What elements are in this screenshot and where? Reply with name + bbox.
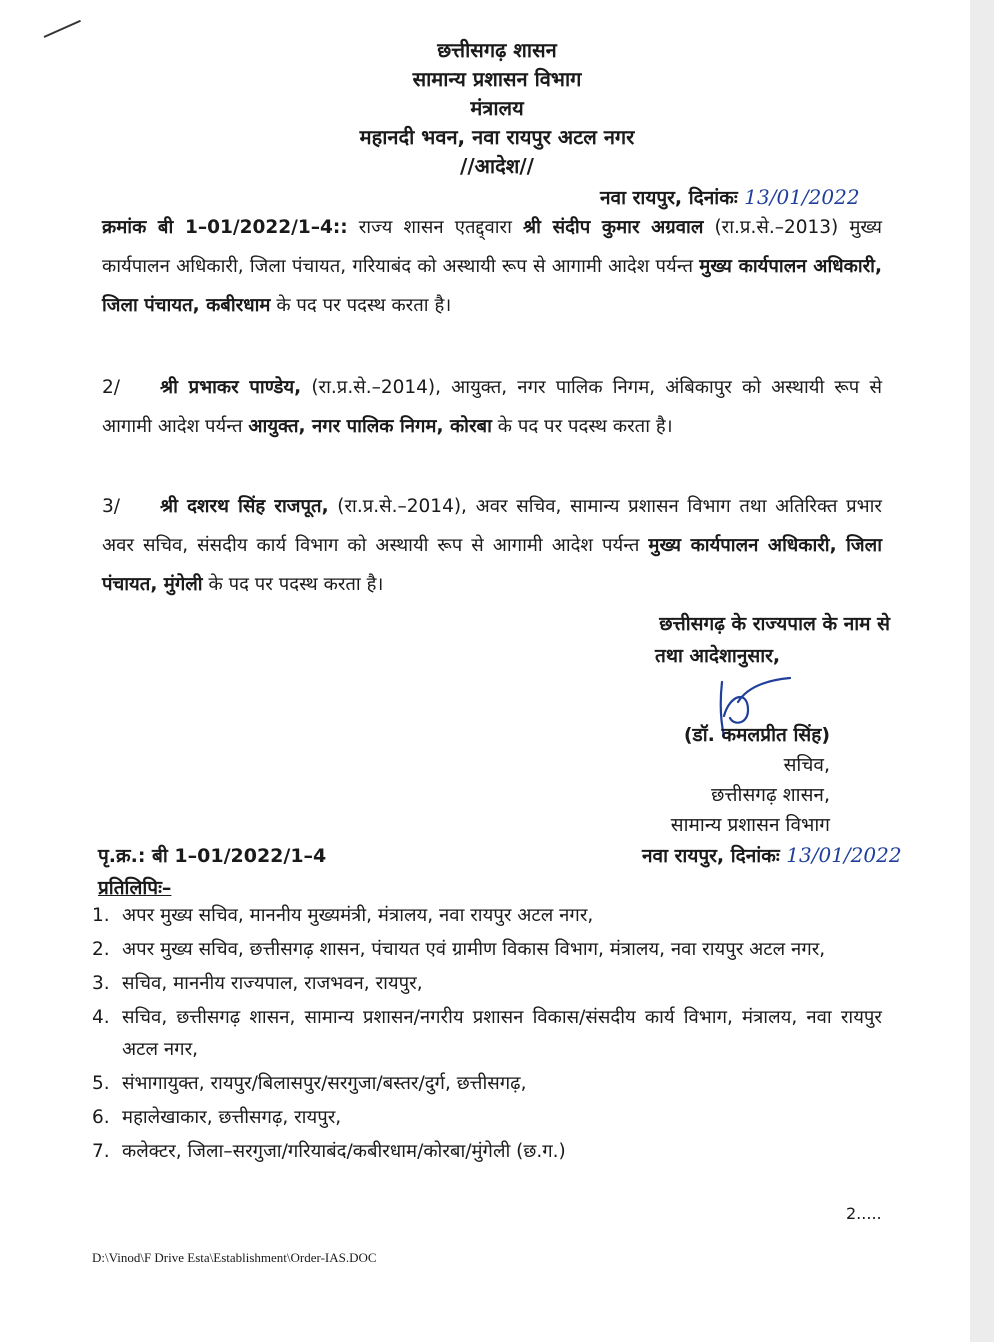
signatory-block: [560, 720, 830, 840]
endorsement-ref: पृ.क्र.: बी 1–01/2022/1–4: [98, 845, 327, 867]
scan-edge: [970, 0, 994, 1342]
endorsement-date-label: नवा रायपुर, दिनांकः: [642, 845, 780, 867]
endorsement-dateline: [642, 842, 902, 868]
office-address: महानदी भवन, नवा रायपुर अटल नगर: [359, 125, 635, 149]
govt-name: छत्तीसगढ़ शासन: [437, 38, 557, 62]
list-item-text: कलेक्टर, जिला–सरगुजा/गरियाबंद/कबीरधाम/कोरबा/मुंगेली (छ.ग.): [122, 1141, 566, 1162]
officer-name-1: श्री संदीप कुमार अग्रवाल: [523, 217, 704, 238]
new-post-2: आयुक्त, नगर पालिक निगम, कोरबा: [248, 416, 492, 437]
order-number: क्रमांक बी 1–01/2022/1–4::: [102, 217, 348, 238]
list-item-number: 3.: [92, 973, 110, 994]
document-type: //आदेश//: [460, 154, 534, 178]
list-item-text: संभागायुक्त, रायपुर/बिलासपुर/सरगुजा/बस्तर/दुर्ग, छत्तीसगढ़,: [122, 1073, 527, 1094]
endorsement-line: [98, 842, 958, 868]
endorsement-handwritten-date: 13/01/2022: [786, 843, 902, 867]
next-page-indicator: 2.....: [846, 1204, 882, 1223]
signatory-org-2: सामान्य प्रशासन विभाग: [670, 814, 830, 836]
list-item-number: 6.: [92, 1107, 110, 1128]
letterhead: [0, 36, 994, 181]
copies-heading: प्रतिलिपिः–: [98, 877, 172, 899]
list-item-number: 5.: [92, 1073, 110, 1094]
p2-text: (रा.प्र.से.–2014), आयुक्त, नगर पालिक निगम, अंबिकापुर को अस्थायी रूप से आगामी आदेश पर्यन्त: [102, 377, 882, 437]
list-item-text: सचिव, माननीय राज्यपाल, राजभवन, रायपुर,: [122, 973, 423, 994]
list-item: [92, 968, 882, 1000]
list-item-number: 4.: [92, 1007, 110, 1028]
list-item: [92, 934, 882, 966]
p2-text-2: के पद पर पदस्थ करता है।: [491, 416, 673, 437]
order-paragraph-1: [102, 208, 882, 325]
list-item-number: 2.: [92, 939, 110, 960]
new-post-3: मुख्य कार्यपालन अधिकारी, जिला पंचायत, मुंगेली: [102, 535, 882, 595]
p3-text-2: के पद पर पदस्थ करता है।: [202, 574, 384, 595]
signatory-name: (डॉ. कमलप्रीत सिंह): [683, 724, 830, 746]
list-item-text: महालेखाकार, छत्तीसगढ़, रायपुर,: [122, 1107, 342, 1128]
secretariat-name: मंत्रालय: [470, 96, 524, 120]
handwritten-date: 13/01/2022: [744, 185, 860, 209]
department-name: सामान्य प्रशासन विभाग: [412, 67, 582, 91]
signatory-org-1: छत्तीसगढ़ शासन,: [711, 784, 830, 806]
list-item: [92, 900, 882, 932]
authority-line-2: तथा आदेशानुसार,: [655, 645, 781, 667]
list-item: [92, 1002, 882, 1066]
new-post-1: मुख्य कार्यपालन अधिकारी, जिला पंचायत, कबीरधाम: [102, 256, 882, 316]
dateline-label: नवा रायपुर, दिनांकः: [600, 187, 738, 209]
para-number-2: 2/: [102, 377, 121, 398]
copies-list: [92, 900, 882, 1170]
order-paragraph-3: [102, 487, 882, 604]
signatory-designation: सचिव,: [783, 754, 830, 776]
list-item: [92, 1068, 882, 1100]
authority-line-1: छत्तीसगढ़ के राज्यपाल के नाम से: [659, 613, 890, 635]
list-item: [92, 1136, 882, 1168]
p1-text-2: (रा.प्र.से.–2013) मुख्य कार्यपालन अधिकारी, जिला पंचायत, गरियाबंद को अस्थायी रूप से आगामी आदेश पर्यन्त: [102, 217, 882, 277]
list-item-number: 1.: [92, 905, 110, 926]
list-item-text: सचिव, छत्तीसगढ़ शासन, सामान्य प्रशासन/नगरीय प्रशासन विकास/संसदीय कार्य विभाग, मंत्रालय, नवा रायपुर अटल नगर,: [122, 1007, 882, 1060]
list-item-text: अपर मुख्य सचिव, छत्तीसगढ़ शासन, पंचायत एवं ग्रामीण विकास विभाग, मंत्रालय, नवा रायपुर अटल नगर,: [122, 939, 826, 960]
list-item: [92, 1102, 882, 1134]
order-paragraph-2: [102, 368, 882, 446]
authority-block: [560, 608, 890, 672]
p3-text: (रा.प्र.से.–2014), अवर सचिव, सामान्य प्रशासन विभाग तथा अतिरिक्त प्रभार अवर सचिव, संसदीय कार्य विभाग को अस्थायी रूप से आगामी आदेश पर्यन्त: [102, 496, 882, 556]
officer-name-3: श्री दशरथ सिंह राजपूत,: [160, 496, 329, 517]
para-number-3: 3/: [102, 496, 121, 517]
file-path-footer: D:\Vinod\F Drive Esta\Establishment\Order-IAS.DOC: [92, 1250, 377, 1265]
list-item-number: 7.: [92, 1141, 110, 1162]
officer-name-2: श्री प्रभाकर पाण्डेय,: [160, 377, 302, 398]
p1-text: राज्य शासन एतद्द्वारा: [347, 217, 524, 238]
order-dateline: [600, 184, 860, 210]
p1-text-3: के पद पर पदस्थ करता है।: [270, 295, 452, 316]
list-item-text: अपर मुख्य सचिव, माननीय मुख्यमंत्री, मंत्रालय, नवा रायपुर अटल नगर,: [122, 905, 594, 926]
